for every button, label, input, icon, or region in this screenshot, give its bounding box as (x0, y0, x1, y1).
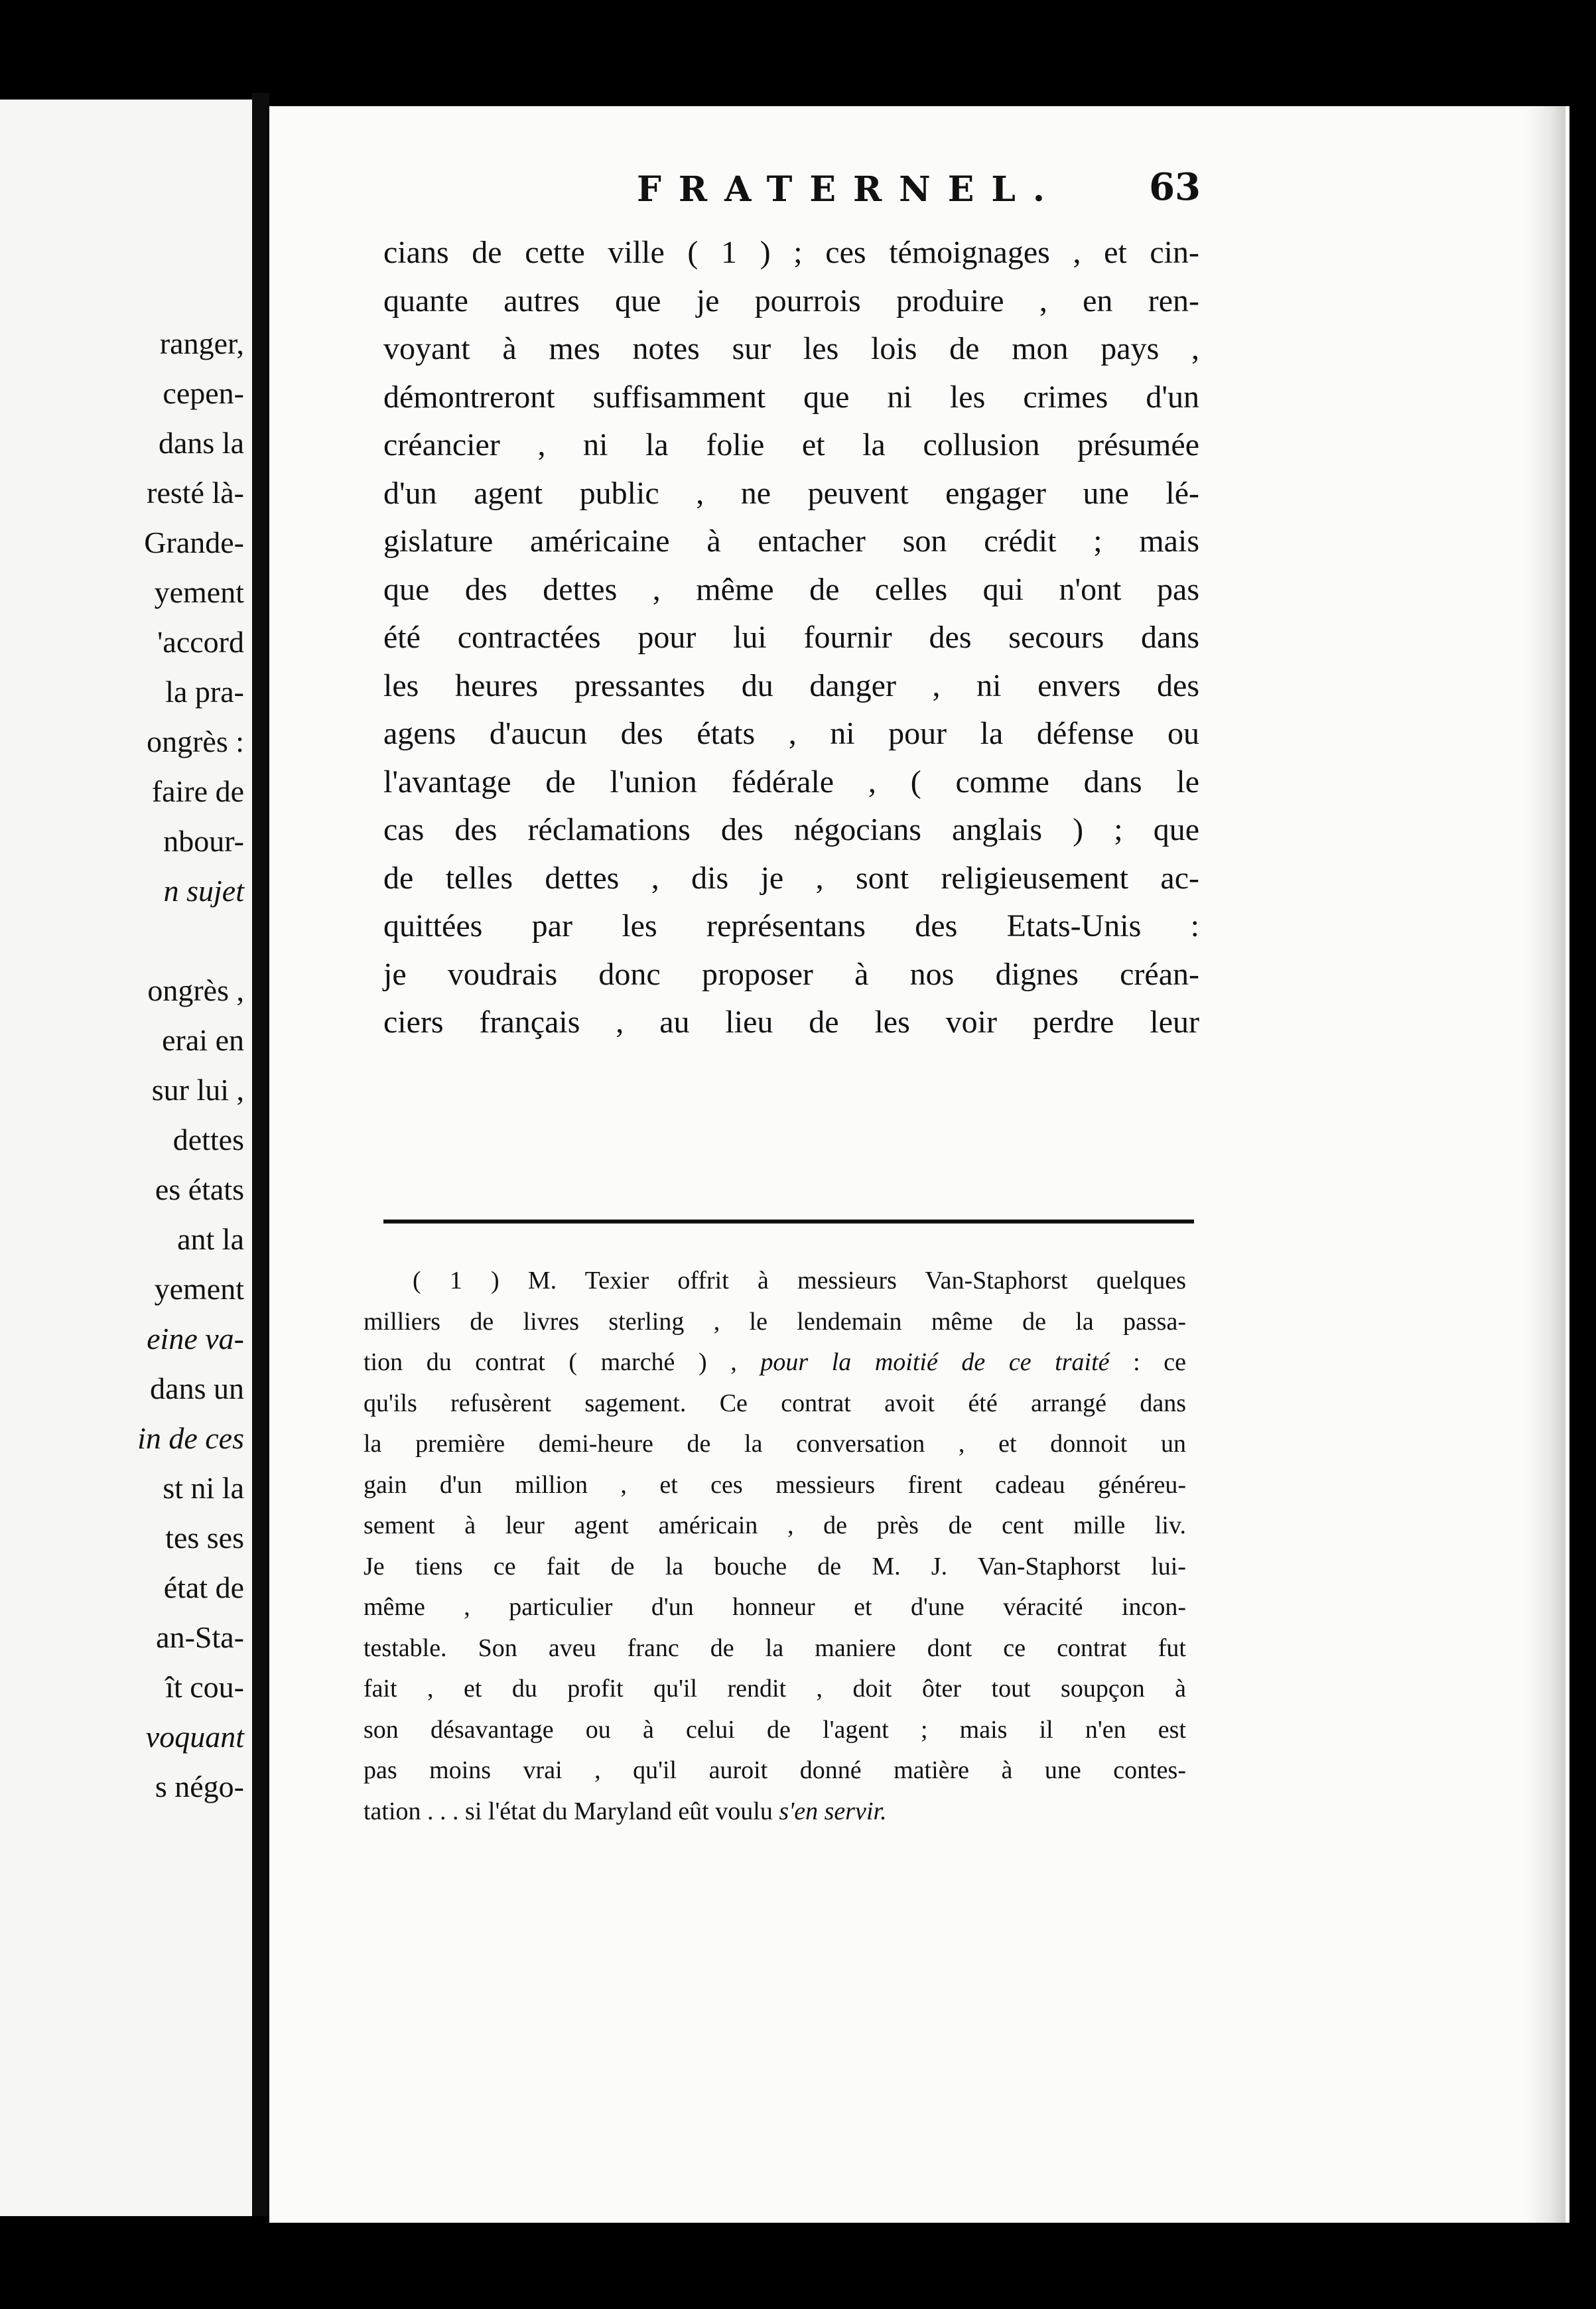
left-page (0, 100, 252, 2216)
left-fragment-line: ranger, (159, 326, 244, 360)
left-fragment-line: ongrès : (147, 725, 244, 758)
left-fragment-line: état de (163, 1571, 244, 1604)
body-line: agens d'aucun des états , ni pour la défense ou (383, 716, 1199, 751)
left-fragment-line: ongrès , (147, 973, 244, 1007)
left-fragment-line: erai en (162, 1023, 244, 1057)
left-fragment-line: dans un (150, 1371, 244, 1405)
footnote-italic-run: pour la moitié de ce traité (760, 1348, 1110, 1376)
footnote-run: milliers de livres sterling , le lendemain même de la passa- (364, 1307, 1186, 1336)
page-number: 63 (1149, 165, 1201, 209)
footnote-run: sement à leur agent américain , de près de cent mille liv. (364, 1511, 1186, 1539)
footnote-run: gain d'un million , et ces messieurs firent cadeau généreu- (364, 1470, 1186, 1499)
footnote-line (364, 1547, 1186, 1588)
footnote-line (364, 1669, 1186, 1710)
left-fragment-line: cepen- (163, 376, 244, 410)
left-fragment-line: yement (154, 575, 244, 609)
body-line: cians de cette ville ( 1 ) ; ces témoignages , et cin- (383, 235, 1199, 270)
left-fragment-line: st ni la (163, 1471, 244, 1505)
body-line: cas des réclamations des négocians anglais ) ; que (383, 812, 1199, 847)
left-fragment-line: 'accord (157, 625, 244, 659)
left-fragment-line: dans la (158, 426, 244, 460)
footnote-line (364, 1342, 1186, 1383)
running-title: FRATERNEL. (637, 169, 1063, 210)
left-fragment-line: faire de (151, 774, 244, 808)
footnote-italic-run: s'en servir. (779, 1797, 887, 1825)
left-fragment-line: s négo- (155, 1770, 244, 1803)
body-line: que des dettes , même de celles qui n'ont pas (383, 571, 1199, 607)
body-line: je voudrais donc proposer à nos dignes créan- (383, 956, 1199, 992)
footnote (364, 1261, 1186, 1832)
footnote-run: pas moins vrai , qu'il auroit donné matière à une contes- (364, 1756, 1186, 1784)
footnote-run: Je tiens ce fait de la bouche de M. J. Van-Staphorst lui- (364, 1552, 1186, 1580)
footnote-run: ( 1 ) M. Texier offrit à messieurs Van-Staphorst quelques (413, 1267, 1186, 1294)
body-line: les heures pressantes du danger , ni envers des (383, 667, 1199, 703)
footnote-line (364, 1628, 1186, 1669)
footnote-rule (383, 1220, 1194, 1224)
left-fragment-line: ît cou- (165, 1670, 244, 1704)
footnote-run: fait , et du profit qu'il rendit , doit ôter tout soupçon à (364, 1675, 1186, 1703)
footnote-line (364, 1791, 1186, 1833)
left-fragment-line: an-Sta- (156, 1620, 244, 1654)
footnote-run: tation . . . si l'état du Maryland eût voulu (364, 1797, 779, 1825)
left-fragment-line: ant la (177, 1222, 244, 1256)
book-gutter (252, 93, 269, 2216)
left-fragment-line: voquant (145, 1720, 244, 1754)
body-line: quante autres que je pourrois produire , en ren- (383, 283, 1199, 318)
footnote-run: tion du contrat ( marché ) , (364, 1348, 761, 1376)
left-fragment-line: sur lui , (151, 1073, 244, 1107)
footnote-run: la première demi-heure de la conversation , et donnoit un (364, 1430, 1186, 1458)
footnote-line (364, 1261, 1186, 1302)
left-fragment-line: yement (154, 1272, 244, 1306)
left-fragment-line: nbour- (163, 824, 244, 858)
left-fragment-line: resté là- (147, 476, 244, 510)
footnote-line (364, 1505, 1186, 1547)
footnote-run: qu'ils refusèrent sagement. Ce contrat avoit été arrangé dans (364, 1389, 1186, 1417)
body-line: quittées par les représentans des Etats-Unis : (383, 908, 1199, 944)
left-fragment-line: in de ces (137, 1421, 244, 1455)
left-fragment-line: la pra- (165, 675, 244, 709)
left-fragment-line: n sujet (163, 874, 244, 908)
body-line: ciers français , au lieu de les voir perdre leur (383, 1005, 1199, 1040)
footnote-line (364, 1587, 1186, 1628)
left-fragment-line: es états (155, 1172, 244, 1206)
page-edge-shadow (1526, 106, 1565, 2223)
left-fragment-line: dettes (172, 1123, 244, 1156)
body-line: créancier , ni la folie et la collusion présumée (383, 427, 1199, 462)
footnote-line (364, 1465, 1186, 1506)
footnote-line (364, 1424, 1186, 1465)
left-page-text-fragments (137, 318, 244, 1811)
left-fragment-line: Grande- (144, 525, 244, 559)
footnote-run: testable. Son aveu franc de la maniere dont ce contrat fut (364, 1634, 1186, 1662)
body-line: été contractées pour lui fournir des secours dans (383, 620, 1199, 655)
left-fragment-line (137, 916, 244, 965)
footnote-line (364, 1750, 1186, 1791)
running-head (371, 165, 1201, 216)
body-line: de telles dettes , dis je , sont religieusement ac- (383, 860, 1199, 896)
left-fragment-line: tes ses (165, 1521, 244, 1555)
footnote-line (364, 1302, 1186, 1343)
body-line: d'un agent public , ne peuvent engager une lé- (383, 475, 1199, 511)
body-line: l'avantage de l'union fédérale , ( comme dans le (383, 764, 1199, 800)
left-fragment-line: eine va- (147, 1322, 244, 1356)
body-text (383, 229, 1199, 1047)
footnote-run: son désavantage ou à celui de l'agent ; mais il n'en est (364, 1715, 1186, 1744)
footnote-run: même , particulier d'un honneur et d'une véracité incon- (364, 1593, 1186, 1621)
footnote-line (364, 1710, 1186, 1751)
body-line: démontreront suffisamment que ni les crimes d'un (383, 379, 1199, 415)
footnote-line (364, 1383, 1186, 1425)
footnote-run: : ce (1109, 1348, 1186, 1376)
body-line: voyant à mes notes sur les lois de mon pays , (383, 331, 1199, 366)
body-line: gislature américaine à entacher son crédit ; mais (383, 524, 1199, 559)
